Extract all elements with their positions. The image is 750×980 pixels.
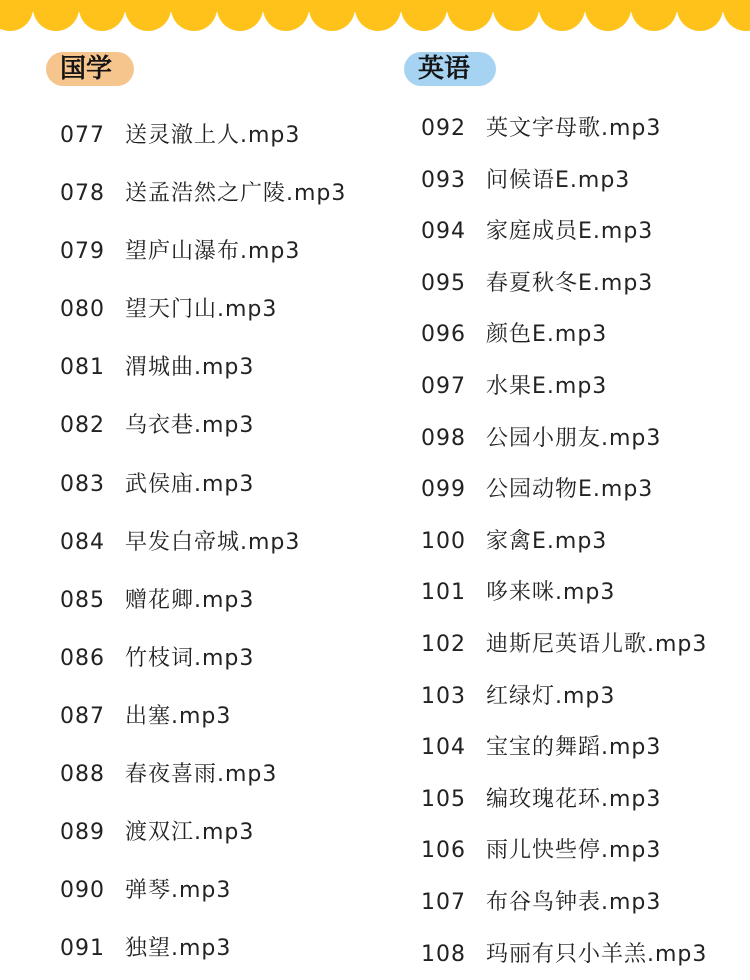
banner-scallop [217, 0, 263, 31]
track-number: 083 [60, 456, 125, 514]
track-filename: 出塞.mp3 [125, 688, 231, 746]
banner-scallop [493, 0, 539, 31]
list-item[interactable] [421, 825, 707, 877]
track-filename: 迪斯尼英语儿歌.mp3 [486, 619, 707, 671]
track-filename: 公园动物E.mp3 [486, 464, 653, 516]
track-filename: 渡双江.mp3 [125, 804, 254, 862]
track-number: 082 [60, 397, 125, 455]
track-number: 088 [60, 746, 125, 804]
track-filename: 家禽E.mp3 [486, 516, 607, 568]
banner-scallop [33, 0, 79, 31]
list-item[interactable] [421, 206, 707, 258]
track-filename: 玛丽有只小羊羔.mp3 [486, 929, 707, 980]
track-filename: 哆来咪.mp3 [486, 567, 615, 619]
track-filename: 编玫瑰花环.mp3 [486, 774, 661, 826]
list-item[interactable] [60, 456, 346, 514]
banner-scallop [401, 0, 447, 31]
track-filename: 望天门山.mp3 [125, 281, 277, 339]
list-item[interactable] [60, 165, 346, 223]
list-item[interactable] [60, 514, 346, 572]
banner-scallop [263, 0, 309, 31]
banner-scallop [677, 0, 723, 31]
list-item[interactable] [60, 281, 346, 339]
section-title-guoxue: 国学 [46, 52, 134, 86]
list-item[interactable] [60, 339, 346, 397]
track-filename: 送孟浩然之广陵.mp3 [125, 165, 346, 223]
banner-scallop [79, 0, 125, 31]
track-filename: 送灵澈上人.mp3 [125, 107, 300, 165]
track-number: 094 [421, 206, 486, 258]
list-item[interactable] [60, 107, 346, 165]
list-item[interactable] [421, 929, 707, 980]
track-filename: 布谷鸟钟表.mp3 [486, 877, 661, 929]
list-item[interactable] [60, 804, 346, 862]
banner-scallop [631, 0, 677, 31]
guoxue-file-list [60, 107, 346, 978]
list-item[interactable] [421, 155, 707, 207]
list-item[interactable] [60, 572, 346, 630]
track-number: 081 [60, 339, 125, 397]
banner-scallop [355, 0, 401, 31]
list-item[interactable] [421, 258, 707, 310]
track-number: 097 [421, 361, 486, 413]
section-title-yingyu: 英语 [404, 52, 496, 86]
track-number: 087 [60, 688, 125, 746]
track-filename: 渭城曲.mp3 [125, 339, 254, 397]
list-item[interactable] [421, 413, 707, 465]
track-number: 105 [421, 774, 486, 826]
track-number: 098 [421, 413, 486, 465]
banner-scallop [447, 0, 493, 31]
track-number: 090 [60, 862, 125, 920]
list-item[interactable] [421, 464, 707, 516]
track-filename: 英文字母歌.mp3 [486, 103, 661, 155]
list-item[interactable] [421, 309, 707, 361]
list-item[interactable] [421, 567, 707, 619]
track-number: 093 [421, 155, 486, 207]
track-filename: 公园小朋友.mp3 [486, 413, 661, 465]
track-number: 099 [421, 464, 486, 516]
list-item[interactable] [421, 103, 707, 155]
banner-scallop [585, 0, 631, 31]
banner-scallop [171, 0, 217, 31]
list-item[interactable] [421, 877, 707, 929]
list-item[interactable] [60, 397, 346, 455]
track-filename: 早发白帝城.mp3 [125, 514, 300, 572]
banner-scallop [309, 0, 355, 31]
list-item[interactable] [60, 630, 346, 688]
track-filename: 宝宝的舞蹈.mp3 [486, 722, 661, 774]
track-number: 108 [421, 929, 486, 980]
banner-scallop [125, 0, 171, 31]
track-number: 092 [421, 103, 486, 155]
list-item[interactable] [421, 722, 707, 774]
track-filename: 水果E.mp3 [486, 361, 607, 413]
track-number: 101 [421, 567, 486, 619]
track-filename: 武侯庙.mp3 [125, 456, 254, 514]
list-item[interactable] [421, 774, 707, 826]
track-number: 091 [60, 920, 125, 978]
track-filename: 雨儿快些停.mp3 [486, 825, 661, 877]
list-item[interactable] [421, 619, 707, 671]
track-number: 080 [60, 281, 125, 339]
track-number: 104 [421, 722, 486, 774]
track-number: 086 [60, 630, 125, 688]
track-number: 085 [60, 572, 125, 630]
track-filename: 望庐山瀑布.mp3 [125, 223, 300, 281]
list-item[interactable] [60, 746, 346, 804]
track-filename: 乌衣巷.mp3 [125, 397, 254, 455]
track-number: 106 [421, 825, 486, 877]
track-number: 095 [421, 258, 486, 310]
track-number: 102 [421, 619, 486, 671]
track-filename: 竹枝词.mp3 [125, 630, 254, 688]
list-item[interactable] [60, 862, 346, 920]
track-number: 084 [60, 514, 125, 572]
track-number: 078 [60, 165, 125, 223]
track-filename: 春夏秋冬E.mp3 [486, 258, 653, 310]
banner-scallop [539, 0, 585, 31]
banner-scallop [0, 0, 33, 31]
track-filename: 问候语E.mp3 [486, 155, 630, 207]
list-item[interactable] [421, 361, 707, 413]
track-number: 079 [60, 223, 125, 281]
list-item[interactable] [60, 223, 346, 281]
track-filename: 红绿灯.mp3 [486, 671, 615, 723]
track-filename: 独望.mp3 [125, 920, 231, 978]
yingyu-file-list [421, 103, 707, 980]
track-filename: 弹琴.mp3 [125, 862, 231, 920]
track-number: 100 [421, 516, 486, 568]
track-filename: 颜色E.mp3 [486, 309, 607, 361]
list-item[interactable] [421, 516, 707, 568]
track-number: 107 [421, 877, 486, 929]
scalloped-top-banner [0, 0, 750, 34]
track-number: 096 [421, 309, 486, 361]
track-filename: 家庭成员E.mp3 [486, 206, 653, 258]
track-number: 103 [421, 671, 486, 723]
track-filename: 赠花卿.mp3 [125, 572, 254, 630]
track-number: 089 [60, 804, 125, 862]
track-number: 077 [60, 107, 125, 165]
banner-scallop [723, 0, 750, 31]
list-item[interactable] [421, 671, 707, 723]
list-item[interactable] [60, 688, 346, 746]
track-filename: 春夜喜雨.mp3 [125, 746, 277, 804]
